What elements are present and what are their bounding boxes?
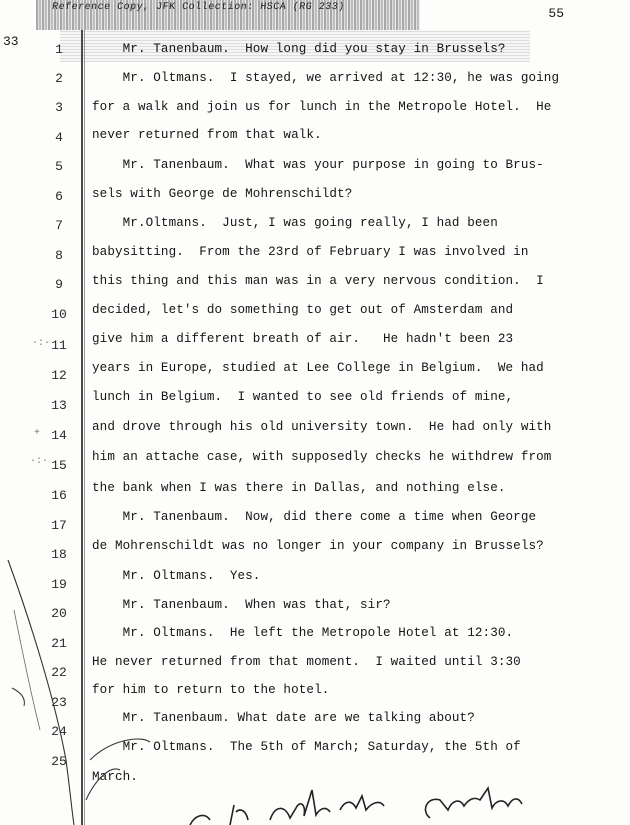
handwritten-word	[190, 805, 248, 825]
scan-speck: ·:·	[30, 456, 49, 467]
transcript-line: the bank when I was there in Dallas, and nothing else.	[92, 481, 506, 495]
line-number: 21	[51, 636, 67, 651]
line-number: 25	[51, 754, 67, 769]
line-number: 24	[51, 724, 67, 739]
reference-copy-label: Reference Copy, JFK Collection: HSCA (RG 233)	[51, 2, 346, 13]
margin-pen-stroke	[8, 560, 74, 825]
line-number: 2	[55, 71, 63, 86]
transcript-line: Mr. Tanenbaum. Now, did there come a time when George	[92, 510, 537, 524]
transcript-line: decided, let's do something to get out of Amsterdam and	[92, 303, 514, 317]
transcript-line: March.	[92, 770, 138, 784]
transcript-line: lunch in Belgium. I wanted to see old friends of mine,	[92, 390, 514, 404]
transcript-line: Mr. Oltmans. Yes.	[92, 569, 261, 583]
scan-speck: +	[34, 428, 41, 439]
transcript-line: de Mohrenschildt was no longer in your company in Brussels?	[92, 539, 544, 553]
line-number: 1	[55, 42, 63, 57]
line-number: 14	[51, 428, 67, 443]
transcript-line: for a walk and join us for lunch in the Metropole Hotel. He	[92, 100, 552, 114]
line-number: 11	[51, 338, 67, 353]
page-number: 55	[548, 6, 564, 21]
outer-page-number: 33	[3, 34, 19, 49]
line-number: 17	[51, 518, 67, 533]
line-number: 23	[51, 695, 67, 710]
handwritten-word	[340, 796, 384, 810]
line-number: 9	[55, 277, 63, 292]
transcript-line: Mr. Tanenbaum. How long did you stay in Brussels?	[92, 42, 506, 56]
transcript-line: Mr. Oltmans. The 5th of March; Saturday, the 5th of	[92, 740, 521, 754]
line-number: 20	[51, 606, 67, 621]
line-number: 5	[55, 159, 63, 174]
line-number: 12	[51, 368, 67, 383]
handwritten-word	[425, 788, 522, 818]
transcript-line: sels with George de Mohrenschildt?	[92, 187, 353, 201]
transcript-line: for him to return to the hotel.	[92, 683, 330, 697]
margin-pen-stroke	[12, 688, 24, 706]
line-number: 6	[55, 189, 63, 204]
transcript-line: Mr.Oltmans. Just, I was going really, I had been	[92, 216, 498, 230]
line-number: 4	[55, 130, 63, 145]
line-number: 3	[55, 100, 63, 115]
transcript-line: Mr. Oltmans. I stayed, we arrived at 12:30, he was going	[92, 71, 560, 85]
line-number: 8	[55, 248, 63, 263]
scan-speck: ·:·	[32, 338, 51, 349]
transcript-line: Mr. Tanenbaum. What was your purpose in going to Brus-	[92, 158, 544, 172]
line-number: 18	[51, 547, 67, 562]
line-number: 10	[51, 307, 67, 322]
margin-pen-stroke	[14, 610, 40, 730]
handwritten-word	[270, 790, 330, 820]
transcript-line: Mr. Oltmans. He left the Metropole Hotel at 12:30.	[92, 626, 514, 640]
transcript-line: He never returned from that moment. I waited until 3:30	[92, 655, 521, 669]
transcript-line: him an attache case, with supposedly checks he withdrew from	[92, 450, 552, 464]
line-number: 19	[51, 577, 67, 592]
transcript-line: Mr. Tanenbaum. When was that, sir?	[92, 598, 391, 612]
line-number: 16	[51, 488, 67, 503]
transcript-line: give him a different breath of air. He hadn't been 23	[92, 332, 514, 346]
line-number: 7	[55, 218, 63, 233]
transcript-line: and drove through his old university town. He had only with	[92, 420, 552, 434]
transcript-line: babysitting. From the 23rd of February I was involved in	[92, 245, 529, 259]
line-number: 15	[51, 458, 67, 473]
margin-pen-stroke	[86, 769, 120, 800]
transcript-line: Mr. Tanenbaum. What date are we talking about?	[92, 711, 475, 725]
line-number: 13	[51, 398, 67, 413]
transcript-line: years in Europe, studied at Lee College in Belgium. We had	[92, 361, 544, 375]
transcript-line: never returned from that walk.	[92, 128, 322, 142]
line-number: 22	[51, 665, 67, 680]
transcript-line: this thing and this man was in a very nervous condition. I	[92, 274, 544, 288]
margin-pen-stroke	[90, 739, 150, 760]
